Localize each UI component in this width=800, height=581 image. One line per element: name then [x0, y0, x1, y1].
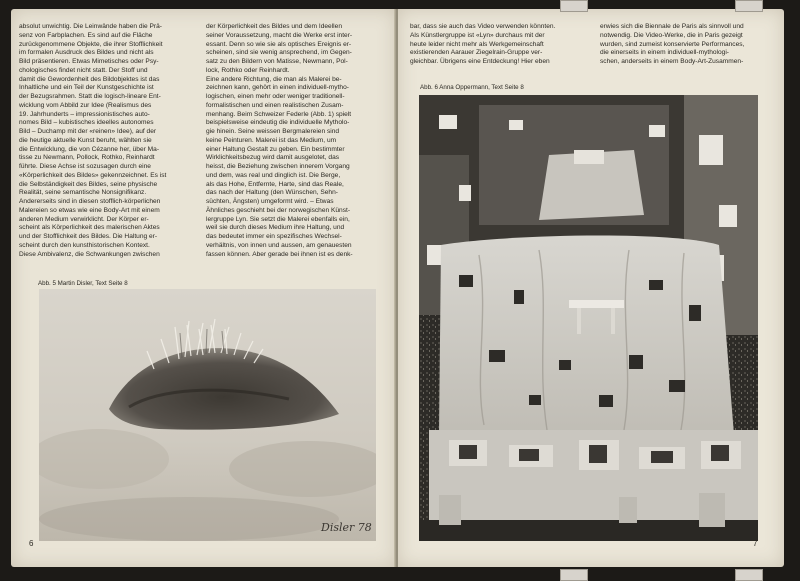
installation-photo-image: [419, 95, 758, 541]
left-page: [11, 9, 396, 567]
right-page: [398, 9, 784, 567]
right-column-1: bar, dass sie auch das Video verwenden könnten. Als Künstlergruppe ist «Lyn» durchaus mit der heute leider nicht mehr als Werkgemeinschaft existierenden Aarauer Ziegelrain-Gruppe ver- gleichbar. Übrigens eine Entdeckung! Hier eben: [410, 23, 556, 65]
mound-painting-image: [39, 289, 376, 541]
left-column-1: absolut unwichtig. Die Leinwände haben die Prä- senz von Farbplachen. Es sind auf die Fläche zurückgenommene Objekte, die ihrer Stofflichkeit im formalen Ausdruck des Bildes und nicht als Bild präsentieren. Etwas Mimetisches oder Psy- chologisches findet nicht statt. Der Stoff und damit die Gewordenheit des Bildobjektes ist das Inhaltliche und ein Teil der Kunstgeschichte ist der Bezugsrahmen. Statt die logisch-lineare Ent- wicklung vom Abbild zur Idee (Realismus des 19. Jahrhunderts – impressionistisches auto- nomes Bild – kubistisches ideelles autonomes Bild – Duchamp mit der «reinen» Idee), auf der die heutige aktuelle Kunst beruht, wählten sie die Entwicklung, die von Cézanne her, über Ma- tisse zu Newmann, Pollock, Rothko, Reinhardt führte. Diese Achse ist sozusagen durch eine «Körperlichkeit des Bildes» gekennzeichnet. Es ist die Selbständigkeit des Bildes, seine physische Realität, seine semantische Nonsignifikanz. Andererseits sind in diesen stofflich-körperlichen Malereien so etwas wie eine Body-Art mit einem anderen Medium verwirklicht. Der Körper er- scheint als Körperlichkeit des malerischen Aktes und der Stofflichkeit des Bildes. Die Haltung er- scheint durch den kunsthistorischen Kontext. Diese Ambivalenz, die Schwankungen zwischen: [19, 23, 167, 258]
binder-clip-icon: [735, 0, 763, 12]
mound-painting-graphic: [39, 289, 376, 541]
page-number-right: 7: [753, 539, 758, 548]
figure-caption-abb6: Abb. 6 Anna Oppermann, Text Seite 8: [420, 84, 524, 91]
figure-caption-abb5: Abb. 5 Martin Disler, Text Seite 8: [38, 280, 128, 287]
left-column-2: der Körperlichkeit des Bildes und dem Ideellen seiner Voraussetzung, macht die Werke erst inter- essant. Denn so wie sie als optisches Ereignis er- scheinen, sind sie wenig ansprechend, im Gegen- satz zu den Bildern von Matisse, Newmann, Pol- lock, Rothko oder Reinhardt. Eine andere Richtung, die man als Malerei be- zeichnen kann, gehört in einen individuell-mytho- logischen, einen mehr oder weniger traditionell- formalistischen und einen realistischen Zusam- menhang. Beim Schweizer Federle (Abb. 1) spielt beispielsweise eindeutig die individuelle Mytholo- gie hinein. Seine weissen Bergmalereien sind keine Peinturen. Malerei ist das Medium, um einer Haltung Gestalt zu geben. Ein bestimmter Wirklichkeitsbezug wird damit ausgelotet, das heisst, die Beziehung zwischen innerem Vorgang und dem, was real und dinglich ist. Die Berge, als das Hohe, Entfernte, Harte, sind das Reale, das nach der Haltung (den Wünschen, Sehn- süchten, Ängsten) umgeformt wird. – Etwas Ähnliches geschieht bei der norwegischen Künst- lergruppe Lyn. Sie setzt die Malerei ebenfalls ein, weil sie durch dieses Medium ihre Haltung, und das bedeutet immer ein spezifisches Wechsel- verhältnis, von innen und aussen, am genauesten fassen können. Aber gerade bei ihnen ist es denk-: [206, 23, 353, 258]
binder-clip-icon: [735, 569, 763, 581]
binder-clip-icon: [560, 569, 588, 581]
installation-graphic: [419, 95, 758, 541]
right-column-2: erwies sich die Biennale de Paris als sinnvoll und notwendig. Die Video-Werke, die in Paris gezeigt wurden, sind zumeist konservierte Performances, die einerseits in einem individuell-mythologi- schen, anderseits in einem Body-Art-Zusammen-: [600, 23, 745, 65]
signature: Disler 78: [321, 521, 372, 534]
page-number-left: 6: [29, 539, 34, 548]
binder-clip-icon: [560, 0, 588, 12]
